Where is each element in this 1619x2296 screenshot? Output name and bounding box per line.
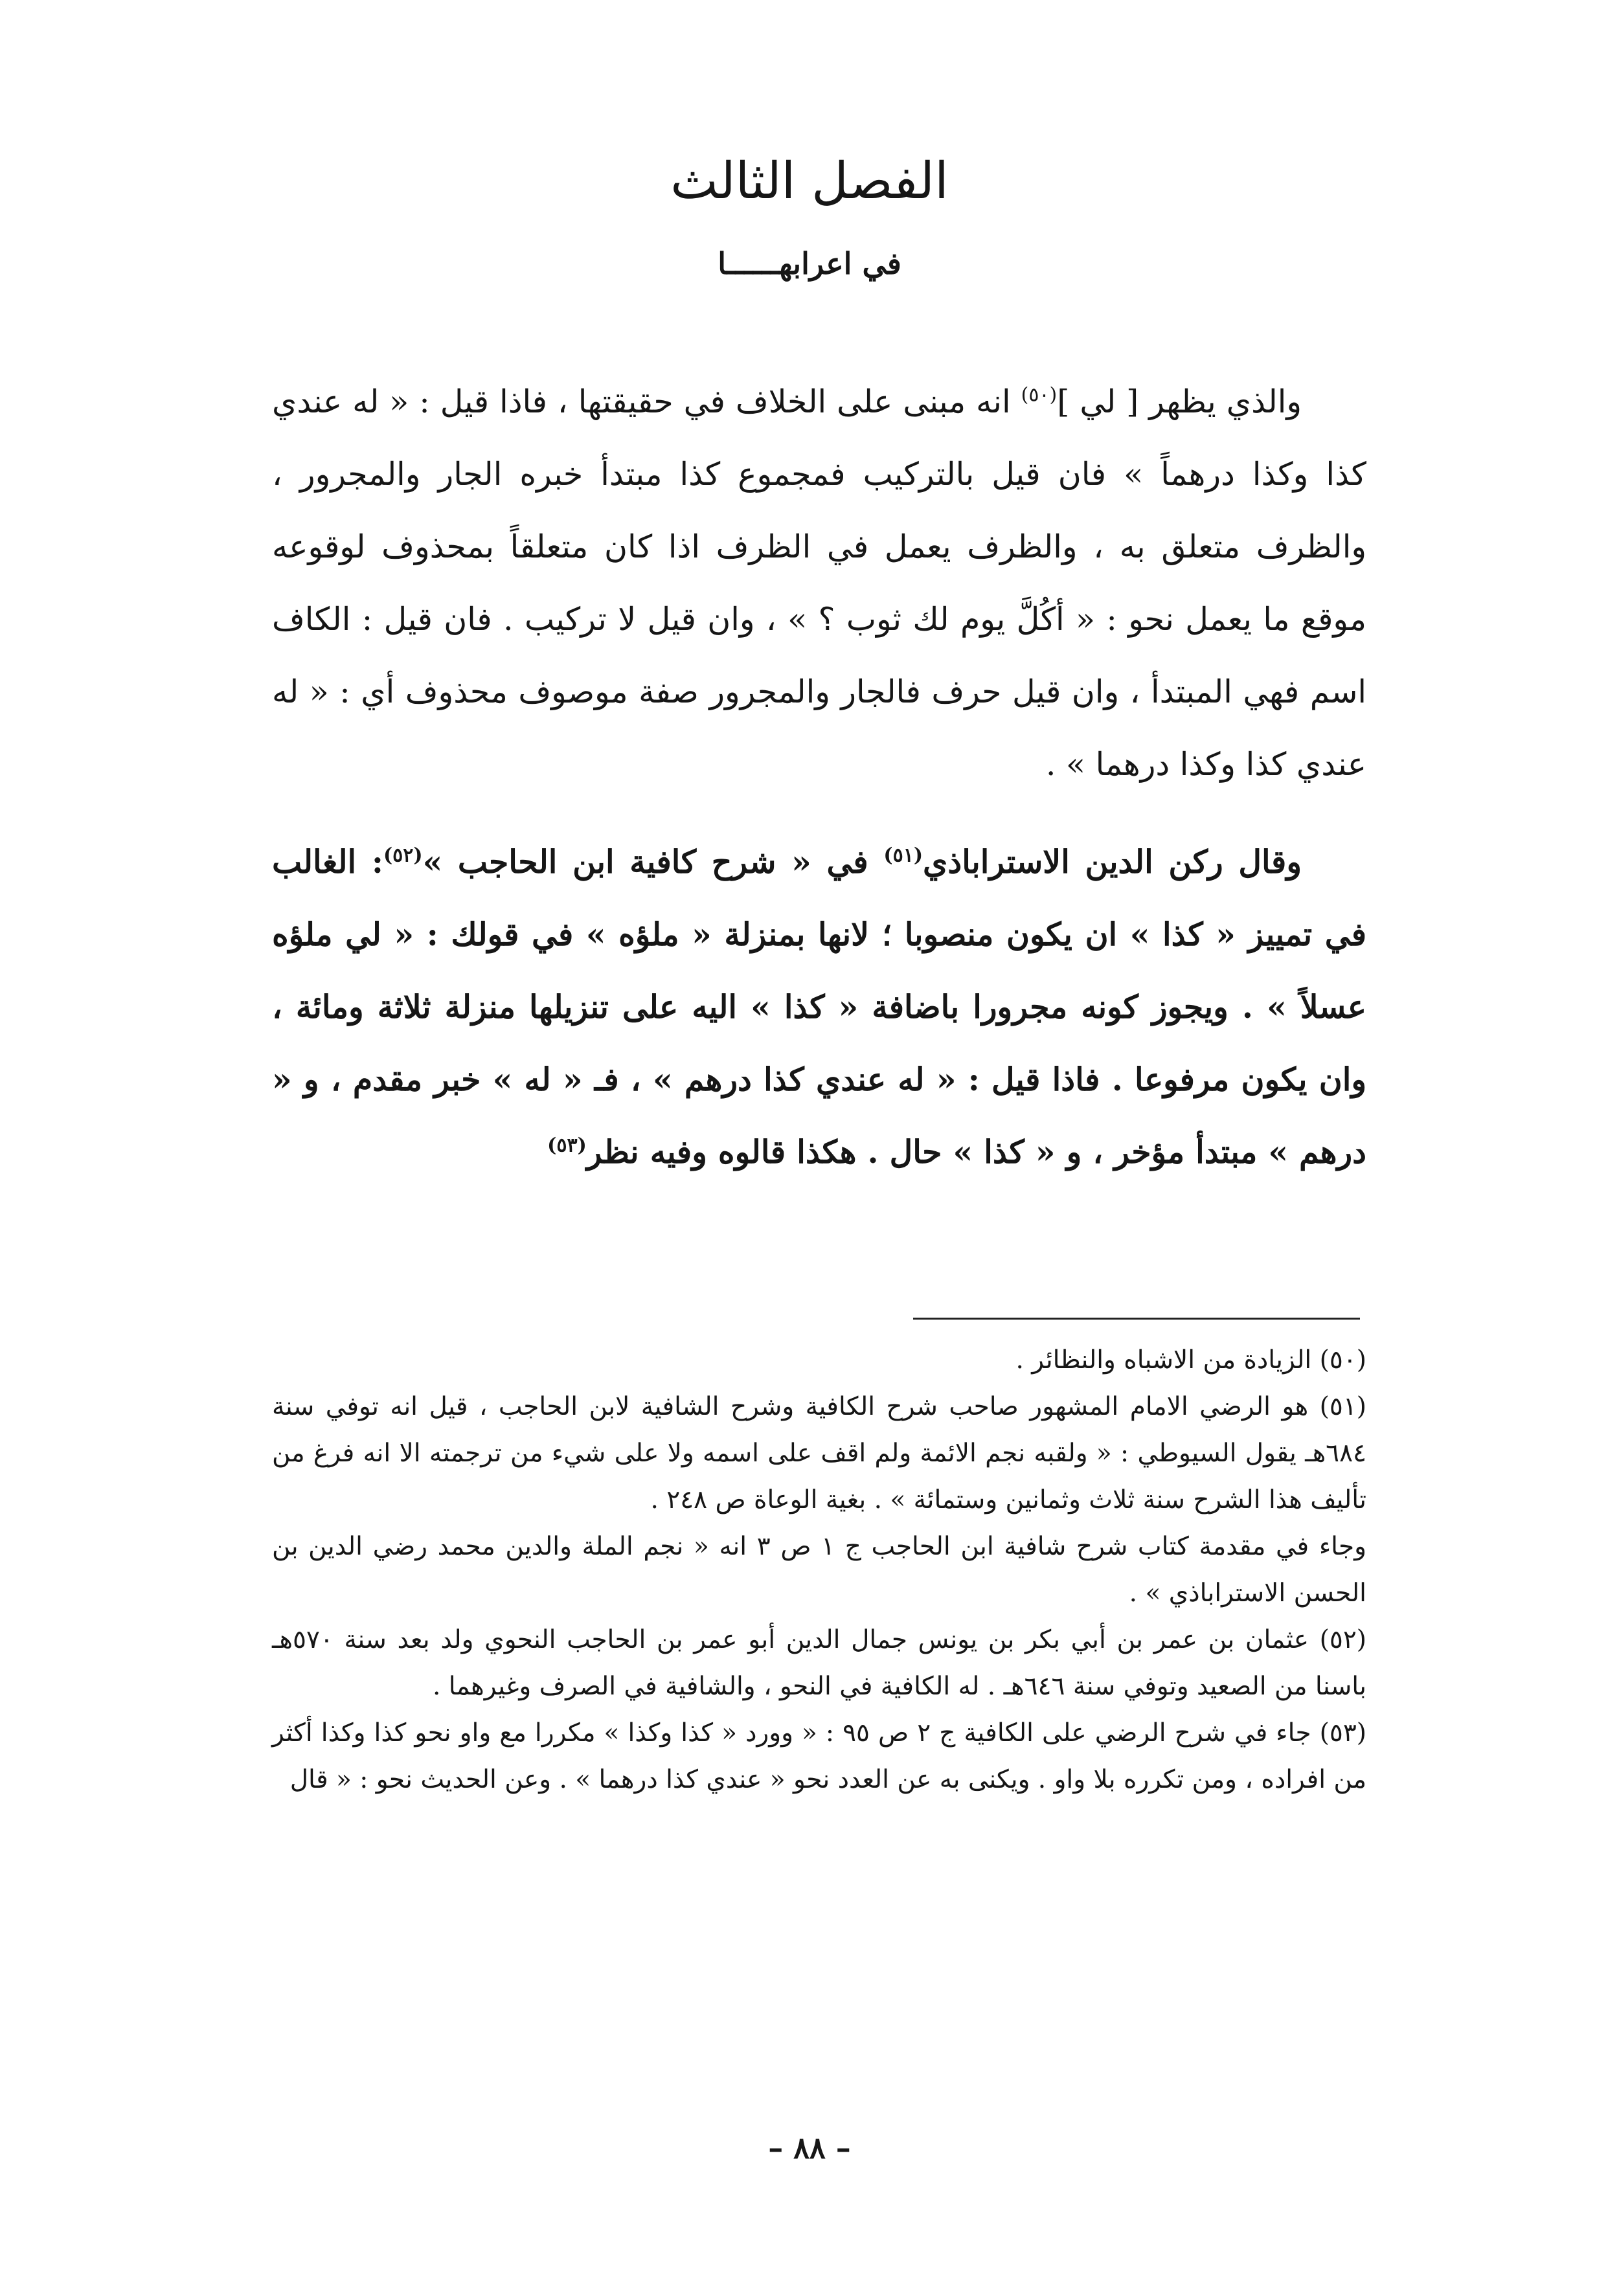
paragraph-1: [272, 366, 1366, 801]
chapter-title: الفصل الثالث: [670, 152, 949, 210]
footnote-50: (٥٠) الزيادة من الاشباه والنظائر .: [1015, 1345, 1366, 1375]
footnote-ref-53: (٥٣): [547, 1134, 587, 1157]
footnote-ref-51: (٥١): [883, 844, 923, 867]
footnote-divider: [913, 1318, 1360, 1320]
footnotes: [272, 1337, 1366, 1803]
paragraph-1-text: انه مبنى على الخلاف في حقيقتها ، فاذا قيل : « له عندي كذا وكذا درهماً » فان قيل بالتركيب فمجموع كذا مبتدأ خبره الجار والمجرور ، والظرف متعلق به ، والظرف يعمل في الظرف اذا كان متعلقاً بمحذوف لوقوعه موقع ما يعمل نحو : « أكُلَّ يوم لك ثوب ؟ » ، وان قيل لا تركيب . فان قيل : الكاف اسم فهي المبتدأ ، وان قيل حرف فالجار والمجرور صفة موصوف محذوف أي : « له عندي كذا وكذا درهما » .: [272, 383, 1366, 783]
footnote-ref-50: (٥٠): [1021, 383, 1058, 407]
footnote-52: (٥٢) عثمان بن عمر بن أبي بكر بن يونس جمال الدين أبو عمر بن الحاجب النحوي ولد بعد سنة ٥٧٠هـ باسنا من الصعيد وتوفي سنة ٦٤٦هـ . له الكافية في النحو ، والشافية في الصرف وغيرهما .: [272, 1625, 1366, 1701]
footnote-51: (٥١) هو الرضي الامام المشهور صاحب شرح الكافية وشرح الشافية لابن الحاجب ، قيل انه توفي سنة ٦٨٤هـ يقول السيوطي : « ولقبه نجم الائمة ولم اقف على اسمه ولا على شيء من ترجمته الا انه فرغ من تأليف هذا الشرح سنة ثلاث وثمانين وستمائة » . بغية الوعاة ص ٢٤٨ .: [272, 1392, 1366, 1514]
chapter-subtitle: في اعرابهــــــا: [718, 246, 901, 281]
paragraph-1-lead: والذي يظهر [ لي ]: [1057, 383, 1302, 420]
paragraph-2-mid: في « شرح كافية ابن الحاجب »: [422, 843, 884, 881]
footnote-ref-52: (٥٢): [383, 844, 423, 867]
paragraph-2-text: : الغالب في تمييز « كذا » ان يكون منصوبا ؛ لانها بمنزلة « ملؤه » في قولك : « لي ملؤه عسلاً » . ويجوز كونه مجرورا باضافة « كذا » اليه على تنزيلها منزلة ثلاثة ومائة ، وان يكون مرفوعا . فاذا قيل : « له عندي كذا درهم » ، فـ « له » خبر مقدم ، و « درهم » مبتدأ مؤخر ، و « كذا » حال . هكذا قالوه وفيه نظر: [272, 843, 1366, 1171]
main-text: [272, 366, 1366, 1213]
page-number: – ٨٨ –: [768, 2130, 851, 2165]
footnote-51-continued: وجاء في مقدمة كتاب شرح شافية ابن الحاجب ج ١ ص ٣ انه « نجم الملة والدين محمد رضي الدين بن الحسن الاستراباذي » .: [272, 1532, 1366, 1608]
paragraph-2-lead: وقال ركن الدين الاستراباذي: [923, 843, 1302, 881]
paragraph-2: [272, 826, 1366, 1188]
footnote-53: (٥٣) جاء في شرح الرضي على الكافية ج ٢ ص ٩٥ : « وورد « كذا وكذا » مكررا مع واو نحو كذا وكذا أكثر من افراده ، ومن تكرره بلا واو . ويكنى به عن العدد نحو « عندي كذا درهما » . وعن الحديث نحو : « قال: [272, 1718, 1366, 1794]
